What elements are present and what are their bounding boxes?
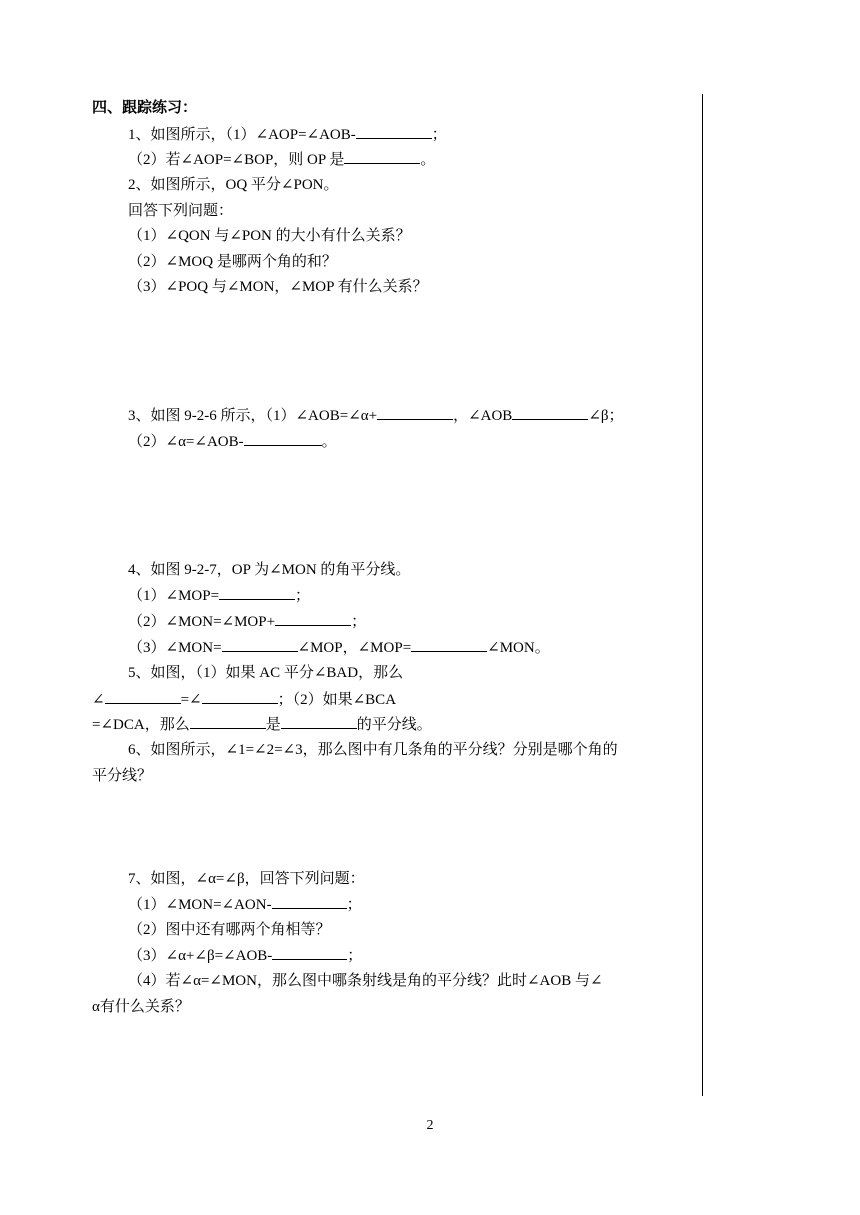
q3-end-2: 。 [321,434,337,450]
q6-line-1: 6、如图所示，∠1=∠2=∠3，那么图中有几条角的平分线？分别是哪个角的 [128,742,618,758]
q5-line-3 [92,714,432,734]
q1-line-1 [128,124,447,144]
q7-line-4 [128,945,362,965]
q3-blank-1[interactable] [377,405,453,420]
q5-text-2b: =∠ [180,692,202,708]
q4-text-4b: ∠MOP，∠MOP= [297,640,412,656]
q4-end-3: ； [351,614,367,630]
q1-blank-2[interactable] [344,149,420,164]
section-title: 四、跟踪练习： [92,98,198,116]
q7-blank-2[interactable] [272,945,347,960]
q5-text-3a: =∠DCA，那么 [92,717,190,733]
q5-text-2c: ；（2）如果∠BCA [277,692,397,708]
q5-line-1: 5、如图，（1）如果 AC 平分∠BAD，那么 [128,665,404,681]
q4-line-2 [128,585,310,605]
q5-text-3c: 的平分线。 [356,717,432,733]
q5-blank-3[interactable] [190,714,266,729]
q6-line-2: 平分线？ [92,768,153,784]
q4-text-2: （1）∠MOP= [128,588,220,604]
q4-blank-1[interactable] [219,585,295,600]
q4-line-4 [128,637,550,657]
margin-rule [702,94,703,1096]
q1-text-1: 1、如图所示，（1）∠AOP=∠AOB- [128,127,356,143]
q3-blank-2[interactable] [512,405,588,420]
q4-blank-4[interactable] [411,637,487,652]
q3-text-1a: 3、如图 9-2-6 所示，（1）∠AOB=∠α+ [128,408,378,424]
q1-text-2: （2）若∠AOP=∠BOP，则 OP 是 [128,152,345,168]
q5-line-2 [92,689,396,709]
q5-text-2a: ∠ [92,692,105,708]
q3-line-2 [128,431,337,451]
q5-blank-4[interactable] [281,714,357,729]
q3-line-1 [128,405,624,425]
q4-line-1: 4、如图 9-2-7，OP 为∠MON 的角平分线。 [128,562,411,578]
q3-text-1b: ，∠AOB [453,408,513,424]
q2-line-4: （2）∠MOQ 是哪两个角的和？ [128,254,337,270]
q3-text-1c: ∠β； [588,408,624,424]
q7-end-2: ； [346,897,362,913]
q2-line-1: 2、如图所示，OQ 平分∠PON。 [128,177,339,193]
q5-text-3b: 是 [265,717,281,733]
q4-text-4c: ∠MON。 [487,640,550,656]
q7-line-3: （2）图中还有哪两个角相等？ [128,922,331,938]
q2-line-3: （1）∠QON 与∠PON 的大小有什么关系？ [128,228,411,244]
q4-text-4a: （3）∠MON= [128,640,222,656]
q2-line-5: （3）∠POQ 与∠MON，∠MOP 有什么关系？ [128,279,428,295]
q1-blank-1[interactable] [356,124,432,139]
q3-blank-3[interactable] [244,431,322,446]
q7-line-1: 7、如图，∠α=∠β，回答下列问题： [128,871,365,887]
q1-end-1: ； [431,127,447,143]
q7-text-2: （1）∠MON=∠AON- [128,897,272,913]
q7-blank-1[interactable] [272,894,347,909]
q5-blank-1[interactable] [105,689,181,704]
q7-line-6: α有什么关系？ [92,999,190,1015]
q7-text-4: （3）∠α+∠β=∠AOB- [128,948,273,964]
q4-line-3 [128,611,366,631]
q2-line-2: 回答下列问题： [128,203,234,219]
q4-text-3: （2）∠MON=∠MOP+ [128,614,276,630]
q5-blank-2[interactable] [202,689,278,704]
q7-end-4: ； [347,948,363,964]
q7-line-2 [128,894,362,914]
q3-text-2: （2）∠α=∠AOB- [128,434,244,450]
q4-blank-2[interactable] [275,611,351,626]
page-number: 2 [426,1118,434,1133]
q4-blank-3[interactable] [222,637,298,652]
q1-end-2: 。 [420,152,436,168]
q1-line-2 [128,149,435,169]
q7-line-5: （4）若∠α=∠MON，那么图中哪条射线是角的平分线？此时∠AOB 与∠ [128,973,603,989]
q4-end-2: ； [295,588,311,604]
